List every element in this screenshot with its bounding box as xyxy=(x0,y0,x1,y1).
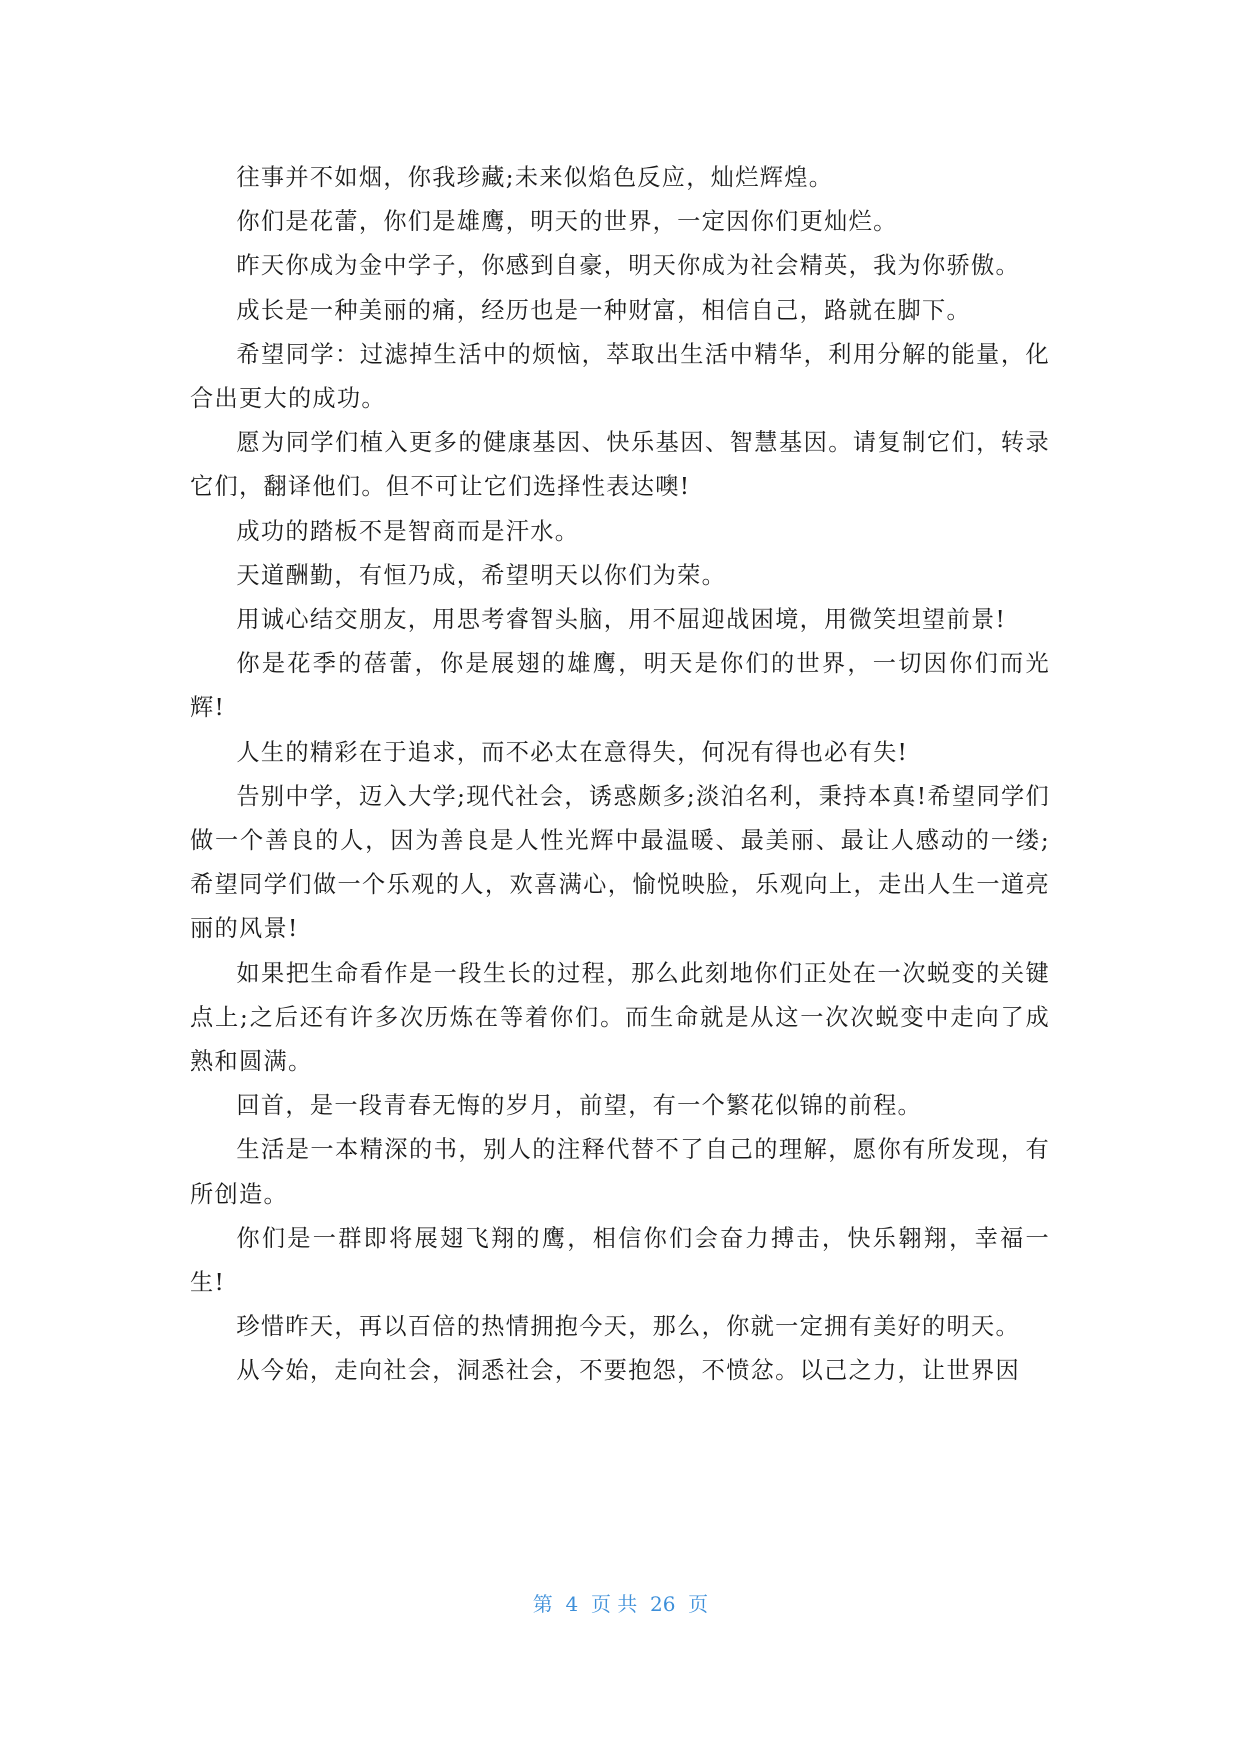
paragraph: 希望同学：过滤掉生活中的烦恼，萃取出生活中精华，利用分解的能量，化合出更大的成功。 xyxy=(190,340,1050,413)
paragraph: 你们是一群即将展翅飞翔的鹰，相信你们会奋力搏击，快乐翱翔，幸福一生! xyxy=(190,1224,1050,1297)
paragraph: 昨天你成为金中学子，你感到自豪，明天你成为社会精英，我为你骄傲。 xyxy=(236,252,1020,280)
document-body xyxy=(190,156,1050,1394)
paragraph: 用诚心结交朋友，用思考睿智头脑，用不屈迎战困境，用微笑坦望前景! xyxy=(236,606,1007,634)
paragraph: 告别中学，迈入大学;现代社会，诱惑颇多;淡泊名利，秉持本真!希望同学们做一个善良的人，因为善良是人性光辉中最温暖、最美丽、最让人感动的一缕;希望同学们做一个乐观的人，欢喜满心，愉悦映脸，乐观向上，走出人生一道亮丽的风景! xyxy=(190,782,1050,943)
paragraph: 你们是花蕾，你们是雄鹰，明天的世界，一定因你们更灿烂。 xyxy=(236,208,898,236)
paragraph: 你是花季的蓓蕾，你是展翅的雄鹰，明天是你们的世界，一切因你们而光辉! xyxy=(190,650,1050,722)
paragraph: 回首，是一段青春无悔的岁月，前望，有一个繁花似锦的前程。 xyxy=(236,1092,923,1120)
paragraph: 往事并不如烟，你我珍藏;未来似焰色反应，灿烂辉煌。 xyxy=(236,164,834,191)
paragraph: 从今始，走向社会，洞悉社会，不要抱怨，不愤忿。以己之力，让世界因 xyxy=(236,1357,1020,1385)
paragraph: 天道酬勤，有恒乃成，希望明天以你们为荣。 xyxy=(236,561,727,589)
paragraph: 成长是一种美丽的痛，经历也是一种财富，相信自己，路就在脚下。 xyxy=(236,296,972,324)
paragraph: 愿为同学们植入更多的健康基因、快乐基因、智慧基因。请复制它们，转录它们，翻译他们。但不可让它们选择性表达噢! xyxy=(190,429,1050,501)
paragraph: 人生的精彩在于追求，而不必太在意得失，何况有得也必有失! xyxy=(236,738,909,766)
paragraph: 生活是一本精深的书，别人的注释代替不了自己的理解，愿你有所发现，有所创造。 xyxy=(190,1136,1050,1208)
paragraph: 成功的踏板不是智商而是汗水。 xyxy=(236,517,580,545)
page-number-footer: 第 4 页 共 26 页 xyxy=(532,1592,709,1616)
paragraph: 珍惜昨天，再以百倍的热情拥抱今天，那么，你就一定拥有美好的明天。 xyxy=(236,1313,1020,1341)
paragraph: 如果把生命看作是一段生长的过程，那么此刻地你们正处在一次蜕变的关键点上;之后还有许多次历炼在等着你们。而生命就是从这一次次蜕变中走向了成熟和圆满。 xyxy=(190,959,1050,1076)
